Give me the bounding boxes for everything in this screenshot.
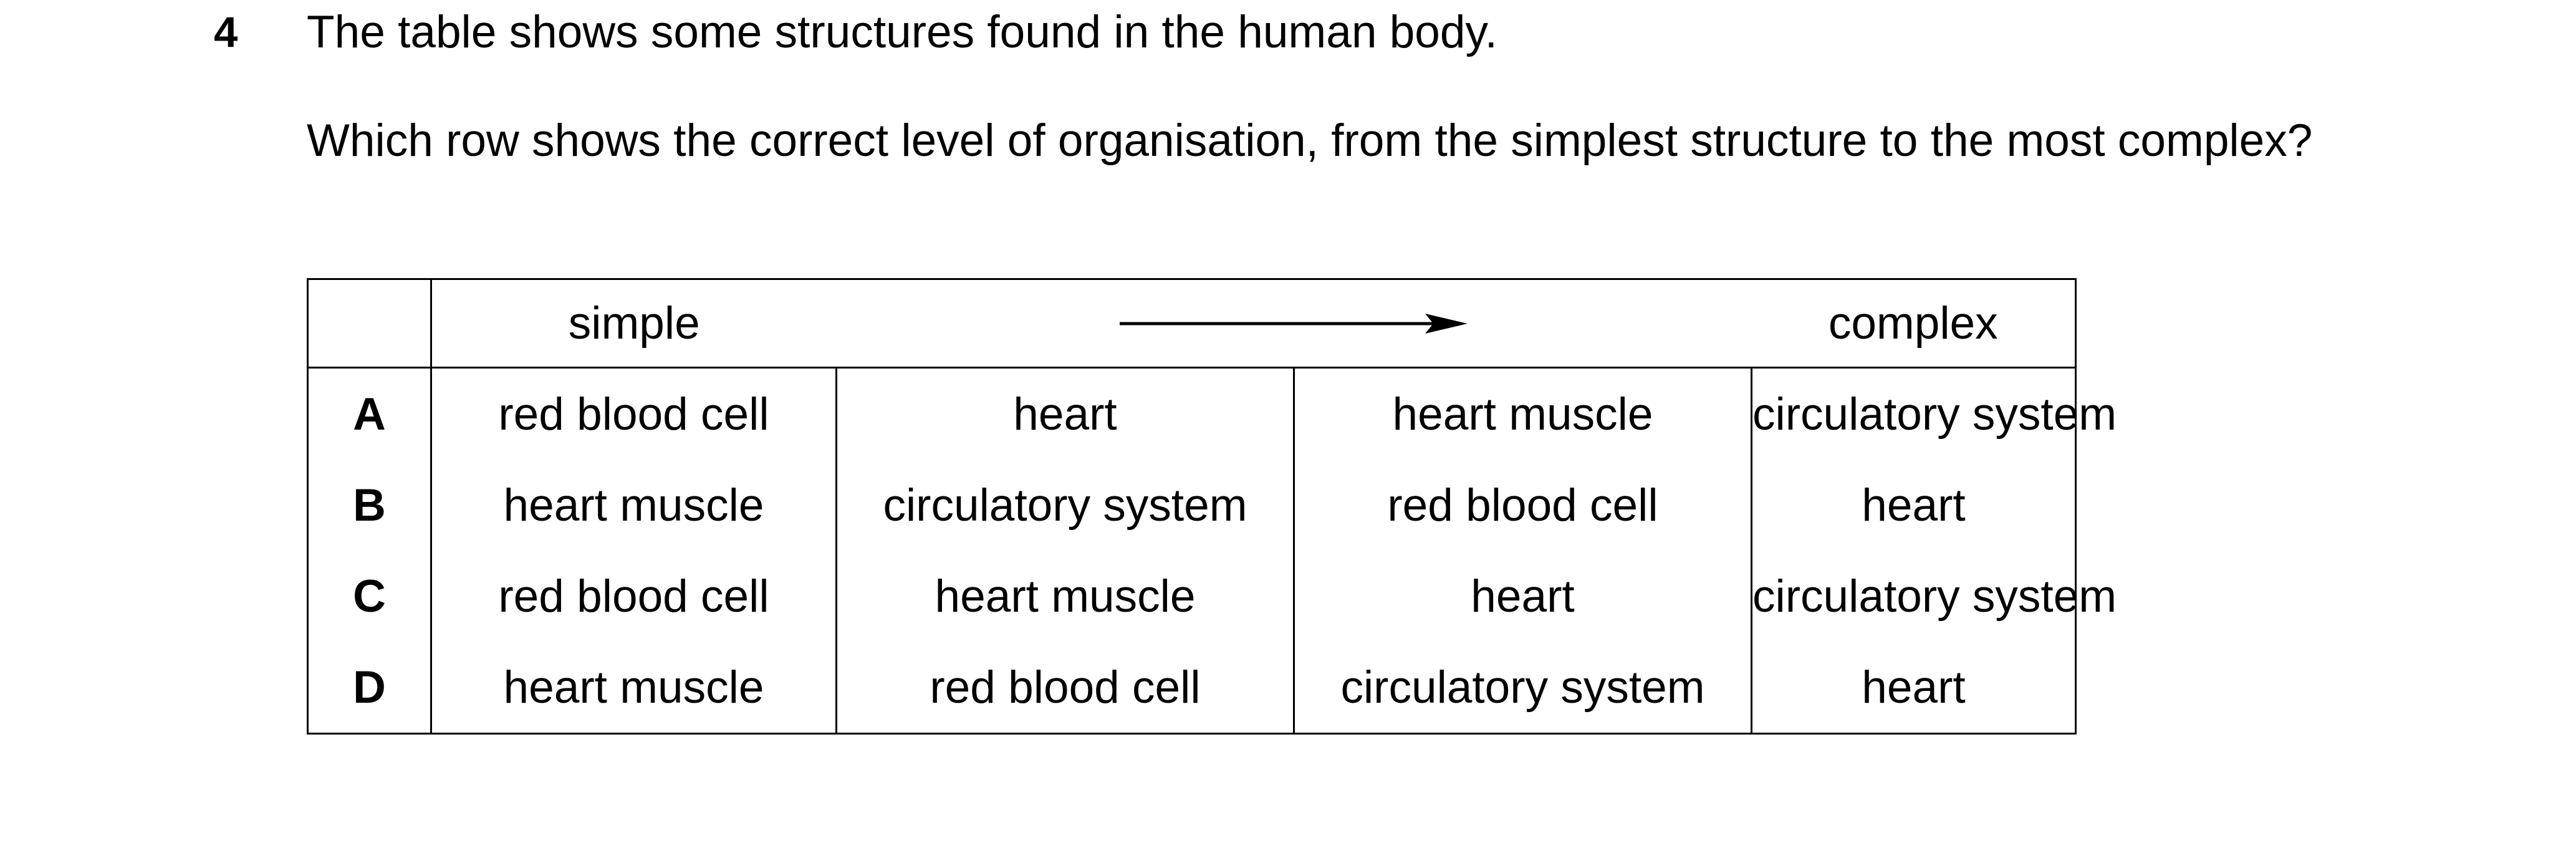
table-cell: heart muscle [1294,368,1752,460]
header-arrow-cell [837,279,1752,368]
table-cell: red blood cell [431,368,837,460]
row-letter: C [308,551,431,642]
right-arrow-icon [1120,311,1469,336]
table-row [308,551,2076,642]
complex-label: complex [1828,298,1998,349]
table-cell: red blood cell [837,642,1294,734]
table-cell: heart muscle [431,642,837,734]
question-prompt: Which row shows the correct level of organisation, from the simplest structure to the most complex? [307,115,2313,166]
row-letter: A [308,368,431,460]
row-letter: B [308,460,431,551]
table-cell: circulatory system [1752,368,2076,460]
table-cell: circulatory system [837,460,1294,551]
table-header-row [308,279,2076,368]
header-letter-cell [308,279,431,368]
simple-label: simple [568,298,700,349]
question-number: 4 [214,8,238,56]
table-row [308,642,2076,734]
table-cell: heart [1294,551,1752,642]
options-table [307,278,2117,735]
table-row [308,460,2076,551]
header-simple-cell [431,279,837,368]
table-cell: red blood cell [1294,460,1752,551]
question-stem: The table shows some structures found in the human body. [307,7,1497,57]
table-cell: heart [1752,460,2076,551]
table-cell: red blood cell [431,551,837,642]
table-cell: heart [1752,642,2076,734]
row-letter: D [308,642,431,734]
table-cell: heart muscle [837,551,1294,642]
header-complex-cell [1752,279,2076,368]
table-row [308,368,2076,460]
table-cell: heart [837,368,1294,460]
table-cell: circulatory system [1752,551,2076,642]
table-cell: heart muscle [431,460,837,551]
table-cell: circulatory system [1294,642,1752,734]
